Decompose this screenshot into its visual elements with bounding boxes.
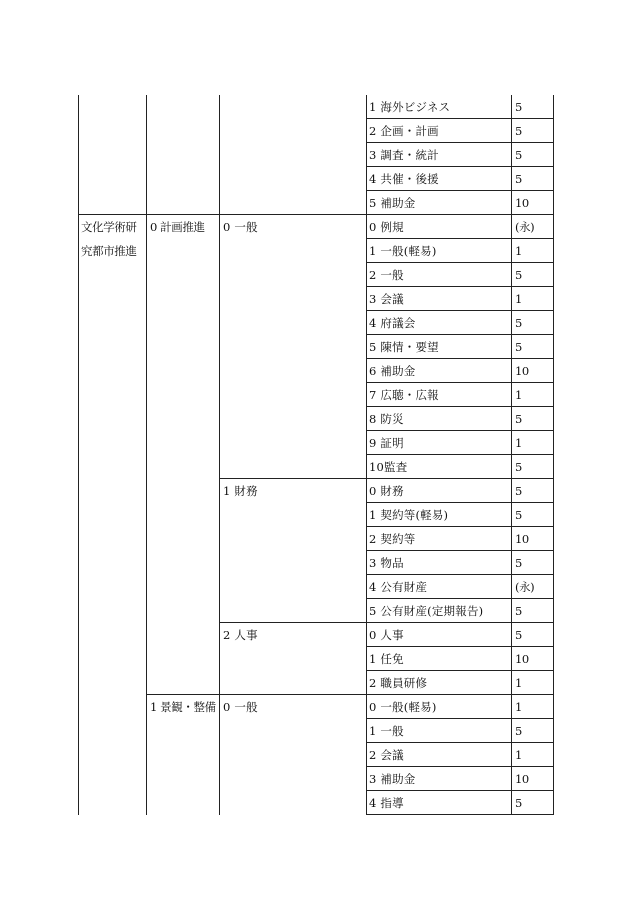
retention-period: 10	[515, 772, 529, 786]
retention-period: 1	[515, 292, 522, 306]
retention-period: 10	[515, 196, 529, 210]
minor-category-label: 2 人事	[223, 628, 258, 642]
minor-category-label: 0 一般	[223, 220, 258, 234]
item-label: 3 物品	[369, 556, 404, 570]
item-label: 6 補助金	[369, 364, 416, 378]
column-divider	[219, 95, 220, 815]
middle-category-label: 1 景観・整備	[150, 700, 216, 714]
retention-period: 5	[515, 556, 522, 570]
item-label: 4 府議会	[369, 316, 416, 330]
retention-period: 5	[515, 124, 522, 138]
retention-period: 1	[515, 388, 522, 402]
retention-period: 5	[515, 268, 522, 282]
retention-period: 5	[515, 508, 522, 522]
row-divider	[366, 814, 553, 815]
item-label: 1 一般(軽易)	[369, 244, 437, 258]
item-label: 5 補助金	[369, 196, 416, 210]
middle-category-label: 0 計画推進	[150, 220, 205, 234]
item-label: 1 海外ビジネス	[369, 100, 451, 114]
item-label: 9 証明	[369, 436, 404, 450]
item-label: 7 広聴・広報	[369, 388, 439, 402]
item-label: 10監査	[369, 460, 408, 474]
item-label: 3 調査・統計	[369, 148, 439, 162]
item-label: 5 陳情・要望	[369, 340, 439, 354]
item-label: 4 指導	[369, 796, 404, 810]
group-divider	[219, 478, 511, 479]
major-category-label: 文化学術研	[81, 220, 137, 234]
retention-period: 5	[515, 412, 522, 426]
column-divider	[146, 95, 147, 815]
column-divider	[366, 95, 367, 815]
retention-period: 1	[515, 748, 522, 762]
retention-period: (永)	[515, 220, 535, 234]
major-category-label: 究都市推進	[81, 244, 137, 258]
item-label: 2 契約等	[369, 532, 416, 546]
retention-period: 1	[515, 244, 522, 258]
retention-period: 5	[515, 796, 522, 810]
minor-category-label: 1 財務	[223, 484, 258, 498]
item-label: 0 財務	[369, 484, 404, 498]
retention-period: 5	[515, 148, 522, 162]
column-divider	[553, 95, 554, 815]
retention-period: 1	[515, 700, 522, 714]
retention-period: 5	[515, 100, 522, 114]
item-label: 2 企画・計画	[369, 124, 439, 138]
retention-period: 5	[515, 460, 522, 474]
retention-period: 10	[515, 364, 529, 378]
retention-period: (永)	[515, 580, 535, 594]
item-label: 0 一般(軽易)	[369, 700, 437, 714]
item-label: 1 一般	[369, 724, 404, 738]
item-label: 2 会議	[369, 748, 404, 762]
retention-period: 5	[515, 604, 522, 618]
item-label: 1 契約等(軽易)	[369, 508, 449, 522]
retention-period: 1	[515, 676, 522, 690]
item-label: 4 公有財産	[369, 580, 428, 594]
item-label: 4 共催・後援	[369, 172, 439, 186]
retention-period: 1	[515, 436, 522, 450]
item-label: 0 人事	[369, 628, 404, 642]
item-label: 5 公有財産(定期報告)	[369, 604, 484, 618]
minor-category-label: 0 一般	[223, 700, 258, 714]
item-label: 0 例規	[369, 220, 404, 234]
item-label: 2 一般	[369, 268, 404, 282]
item-label: 3 補助金	[369, 772, 416, 786]
item-label: 1 任免	[369, 652, 404, 666]
retention-period: 10	[515, 652, 529, 666]
retention-period: 5	[515, 316, 522, 330]
retention-period: 5	[515, 340, 522, 354]
group-divider	[78, 214, 511, 215]
column-divider	[511, 95, 512, 815]
item-label: 8 防災	[369, 412, 404, 426]
column-divider	[78, 95, 79, 815]
retention-period: 5	[515, 484, 522, 498]
item-label: 2 職員研修	[369, 676, 428, 690]
item-label: 3 会議	[369, 292, 404, 306]
retention-period: 10	[515, 532, 529, 546]
retention-period: 5	[515, 628, 522, 642]
retention-period: 5	[515, 172, 522, 186]
group-divider	[219, 622, 511, 623]
retention-period: 5	[515, 724, 522, 738]
